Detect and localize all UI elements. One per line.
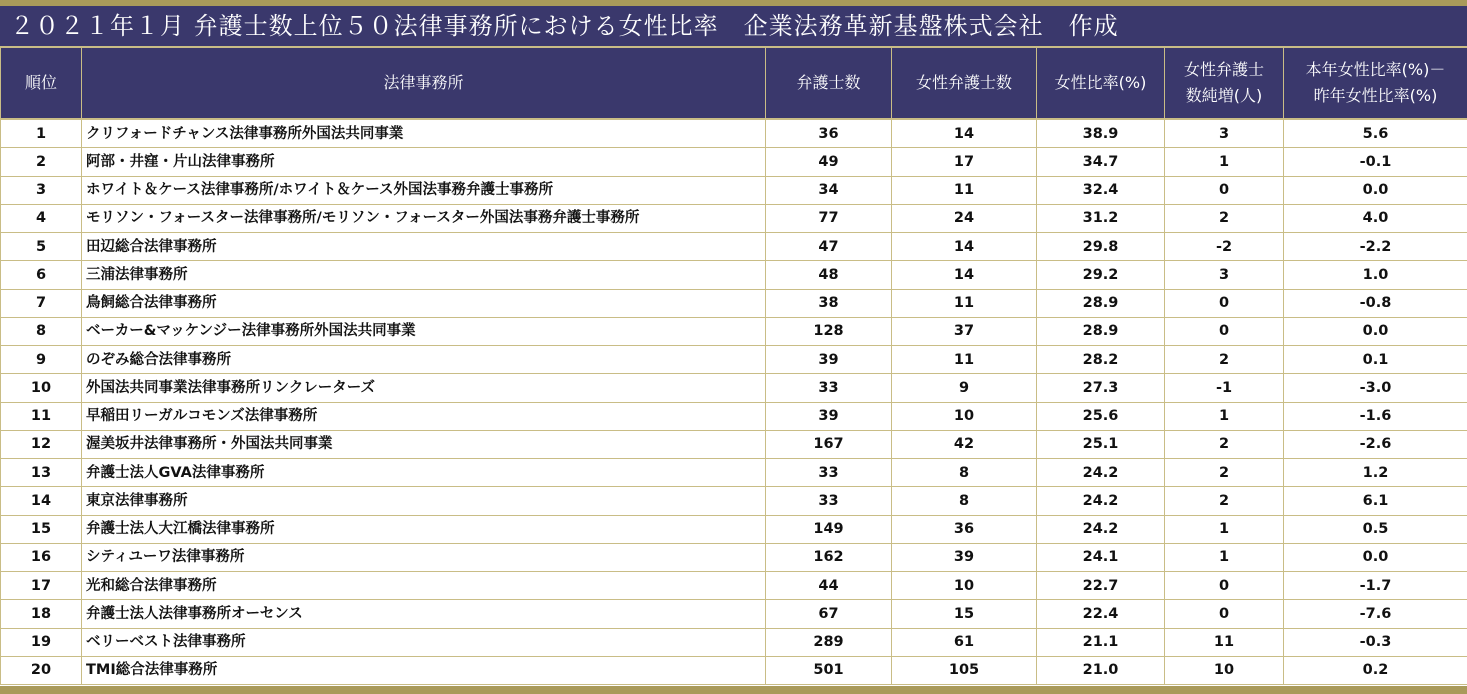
cell-firm: 阿部・井窪・片山法律事務所 (82, 148, 766, 176)
cell-lawyers: 49 (766, 148, 892, 176)
cell-female-lawyers: 8 (892, 459, 1037, 487)
cell-female-ratio: 32.4 (1037, 176, 1165, 204)
cell-firm: 三浦法律事務所 (82, 261, 766, 289)
cell-lawyers: 289 (766, 628, 892, 656)
cell-lawyers: 47 (766, 233, 892, 261)
cell-female-ratio: 28.9 (1037, 289, 1165, 317)
cell-firm: 鳥飼総合法律事務所 (82, 289, 766, 317)
table-row (1, 374, 1467, 402)
cell-ratio-diff: -3.0 (1284, 374, 1467, 402)
cell-female-ratio: 24.2 (1037, 459, 1165, 487)
header-ratio-diff (1284, 48, 1467, 119)
cell-ratio-diff: -7.6 (1284, 600, 1467, 628)
cell-female-ratio: 28.2 (1037, 346, 1165, 374)
cell-rank: 4 (1, 204, 82, 232)
cell-female-ratio: 29.8 (1037, 233, 1165, 261)
cell-net-increase: 0 (1165, 176, 1284, 204)
table-row (1, 487, 1467, 515)
cell-rank: 12 (1, 430, 82, 458)
cell-ratio-diff: -0.3 (1284, 628, 1467, 656)
cell-ratio-diff: 0.5 (1284, 515, 1467, 543)
cell-rank: 13 (1, 459, 82, 487)
cell-net-increase: 1 (1165, 402, 1284, 430)
cell-ratio-diff: 6.1 (1284, 487, 1467, 515)
header-firm: 法律事務所 (82, 48, 766, 119)
table-row (1, 176, 1467, 204)
cell-lawyers: 501 (766, 656, 892, 684)
cell-firm: 外国法共同事業法律事務所リンクレーターズ (82, 374, 766, 402)
cell-lawyers: 39 (766, 402, 892, 430)
cell-ratio-diff: -1.6 (1284, 402, 1467, 430)
cell-female-lawyers: 8 (892, 487, 1037, 515)
cell-female-lawyers: 14 (892, 261, 1037, 289)
cell-ratio-diff: -1.7 (1284, 572, 1467, 600)
cell-female-lawyers: 10 (892, 402, 1037, 430)
cell-female-lawyers: 42 (892, 430, 1037, 458)
cell-rank: 9 (1, 346, 82, 374)
cell-ratio-diff: 4.0 (1284, 204, 1467, 232)
cell-net-increase: 0 (1165, 600, 1284, 628)
cell-female-ratio: 22.7 (1037, 572, 1165, 600)
cell-rank: 5 (1, 233, 82, 261)
cell-firm: 弁護士法人GVA法律事務所 (82, 459, 766, 487)
cell-net-increase: 0 (1165, 317, 1284, 345)
cell-net-increase: 1 (1165, 515, 1284, 543)
header-lawyers: 弁護士数 (766, 48, 892, 119)
cell-net-increase: 2 (1165, 204, 1284, 232)
cell-lawyers: 36 (766, 119, 892, 148)
cell-lawyers: 44 (766, 572, 892, 600)
cell-lawyers: 77 (766, 204, 892, 232)
cell-lawyers: 38 (766, 289, 892, 317)
table-row (1, 346, 1467, 374)
cell-rank: 2 (1, 148, 82, 176)
cell-female-ratio: 34.7 (1037, 148, 1165, 176)
cell-net-increase: 2 (1165, 459, 1284, 487)
cell-ratio-diff: -0.1 (1284, 148, 1467, 176)
cell-firm: のぞみ総合法律事務所 (82, 346, 766, 374)
cell-female-ratio: 31.2 (1037, 204, 1165, 232)
cell-firm: ホワイト＆ケース法律事務所/ホワイト＆ケース外国法事務弁護士事務所 (82, 176, 766, 204)
table-row (1, 204, 1467, 232)
cell-net-increase: 0 (1165, 289, 1284, 317)
cell-rank: 10 (1, 374, 82, 402)
cell-net-increase: 0 (1165, 572, 1284, 600)
table-header-row (1, 48, 1467, 119)
cell-female-ratio: 25.6 (1037, 402, 1165, 430)
cell-female-ratio: 21.1 (1037, 628, 1165, 656)
cell-firm: 東京法律事務所 (82, 487, 766, 515)
cell-female-ratio: 25.1 (1037, 430, 1165, 458)
table-row (1, 317, 1467, 345)
cell-net-increase: 3 (1165, 119, 1284, 148)
cell-female-lawyers: 14 (892, 119, 1037, 148)
report-title: ２０２１年１月 弁護士数上位５０法律事務所における女性比率 企業法務革新基盤株式会社 作成 (0, 6, 1467, 48)
cell-firm: TMI総合法律事務所 (82, 656, 766, 684)
table-row (1, 402, 1467, 430)
cell-female-lawyers: 36 (892, 515, 1037, 543)
table-row (1, 119, 1467, 148)
cell-net-increase: 3 (1165, 261, 1284, 289)
cell-female-lawyers: 11 (892, 289, 1037, 317)
cell-rank: 8 (1, 317, 82, 345)
cell-lawyers: 128 (766, 317, 892, 345)
cell-net-increase: 2 (1165, 430, 1284, 458)
cell-ratio-diff: -2.6 (1284, 430, 1467, 458)
cell-female-lawyers: 10 (892, 572, 1037, 600)
cell-female-lawyers: 39 (892, 543, 1037, 571)
cell-lawyers: 162 (766, 543, 892, 571)
table-row (1, 289, 1467, 317)
cell-female-ratio: 24.2 (1037, 487, 1165, 515)
cell-net-increase: 1 (1165, 543, 1284, 571)
cell-firm: ベリーベスト法律事務所 (82, 628, 766, 656)
cell-female-lawyers: 11 (892, 346, 1037, 374)
cell-rank: 16 (1, 543, 82, 571)
header-net-increase-line1: 女性弁護士 (1183, 60, 1264, 79)
cell-firm: ベーカー&マッケンジー法律事務所外国法共同事業 (82, 317, 766, 345)
cell-lawyers: 149 (766, 515, 892, 543)
cell-net-increase: 11 (1165, 628, 1284, 656)
cell-rank: 14 (1, 487, 82, 515)
header-rank: 順位 (1, 48, 82, 119)
table-row (1, 148, 1467, 176)
cell-rank: 1 (1, 119, 82, 148)
cell-firm: 弁護士法人法律事務所オーセンス (82, 600, 766, 628)
cell-ratio-diff: -2.2 (1284, 233, 1467, 261)
cell-female-lawyers: 9 (892, 374, 1037, 402)
table-row (1, 430, 1467, 458)
cell-net-increase: -1 (1165, 374, 1284, 402)
header-net-increase (1165, 48, 1284, 119)
header-female-ratio: 女性比率(%) (1037, 48, 1165, 119)
cell-ratio-diff: 0.0 (1284, 176, 1467, 204)
cell-rank: 3 (1, 176, 82, 204)
table-row (1, 628, 1467, 656)
table-row (1, 543, 1467, 571)
cell-female-ratio: 24.2 (1037, 515, 1165, 543)
cell-ratio-diff: 0.0 (1284, 543, 1467, 571)
cell-female-lawyers: 15 (892, 600, 1037, 628)
cell-rank: 20 (1, 656, 82, 684)
table-row (1, 600, 1467, 628)
cell-net-increase: -2 (1165, 233, 1284, 261)
cell-lawyers: 39 (766, 346, 892, 374)
cell-lawyers: 33 (766, 487, 892, 515)
cell-rank: 7 (1, 289, 82, 317)
cell-net-increase: 2 (1165, 346, 1284, 374)
cell-female-ratio: 38.9 (1037, 119, 1165, 148)
cell-female-ratio: 22.4 (1037, 600, 1165, 628)
cell-female-lawyers: 61 (892, 628, 1037, 656)
cell-female-lawyers: 24 (892, 204, 1037, 232)
cell-ratio-diff: 0.0 (1284, 317, 1467, 345)
cell-net-increase: 10 (1165, 656, 1284, 684)
table-row (1, 656, 1467, 684)
cell-ratio-diff: 1.0 (1284, 261, 1467, 289)
header-net-increase-line2: 数純増(人) (1185, 86, 1263, 105)
cell-female-ratio: 29.2 (1037, 261, 1165, 289)
cell-firm: 田辺総合法律事務所 (82, 233, 766, 261)
cell-female-ratio: 28.9 (1037, 317, 1165, 345)
cell-rank: 11 (1, 402, 82, 430)
header-ratio-diff-line2: 昨年女性比率(%) (1313, 86, 1438, 105)
cell-lawyers: 48 (766, 261, 892, 289)
cell-rank: 17 (1, 572, 82, 600)
cell-rank: 6 (1, 261, 82, 289)
cell-ratio-diff: 0.2 (1284, 656, 1467, 684)
cell-female-ratio: 27.3 (1037, 374, 1165, 402)
cell-firm: 光和総合法律事務所 (82, 572, 766, 600)
cell-ratio-diff: 0.1 (1284, 346, 1467, 374)
cell-ratio-diff: 1.2 (1284, 459, 1467, 487)
cell-rank: 18 (1, 600, 82, 628)
table-row (1, 261, 1467, 289)
cell-female-lawyers: 37 (892, 317, 1037, 345)
cell-lawyers: 34 (766, 176, 892, 204)
cell-firm: 渥美坂井法律事務所・外国法共同事業 (82, 430, 766, 458)
cell-firm: 弁護士法人大江橋法律事務所 (82, 515, 766, 543)
cell-ratio-diff: 5.6 (1284, 119, 1467, 148)
cell-female-lawyers: 105 (892, 656, 1037, 684)
header-female-lawyers: 女性弁護士数 (892, 48, 1037, 119)
cell-lawyers: 33 (766, 374, 892, 402)
cell-net-increase: 2 (1165, 487, 1284, 515)
cell-ratio-diff: -0.8 (1284, 289, 1467, 317)
table-row (1, 233, 1467, 261)
cell-lawyers: 33 (766, 459, 892, 487)
cell-firm: シティユーワ法律事務所 (82, 543, 766, 571)
cell-female-ratio: 24.1 (1037, 543, 1165, 571)
cell-female-lawyers: 11 (892, 176, 1037, 204)
cell-female-lawyers: 14 (892, 233, 1037, 261)
cell-female-lawyers: 17 (892, 148, 1037, 176)
cell-rank: 15 (1, 515, 82, 543)
header-ratio-diff-line1: 本年女性比率(%)－ (1305, 60, 1446, 79)
cell-firm: クリフォードチャンス法律事務所外国法共同事業 (82, 119, 766, 148)
table-row (1, 459, 1467, 487)
table-row (1, 515, 1467, 543)
cell-lawyers: 167 (766, 430, 892, 458)
cell-firm: 早稲田リーガルコモンズ法律事務所 (82, 402, 766, 430)
cell-firm: モリソン・フォースター法律事務所/モリソン・フォースター外国法事務弁護士事務所 (82, 204, 766, 232)
cell-lawyers: 67 (766, 600, 892, 628)
ranking-table (0, 48, 1467, 685)
cell-net-increase: 1 (1165, 148, 1284, 176)
cell-female-ratio: 21.0 (1037, 656, 1165, 684)
cell-rank: 19 (1, 628, 82, 656)
table-row (1, 572, 1467, 600)
